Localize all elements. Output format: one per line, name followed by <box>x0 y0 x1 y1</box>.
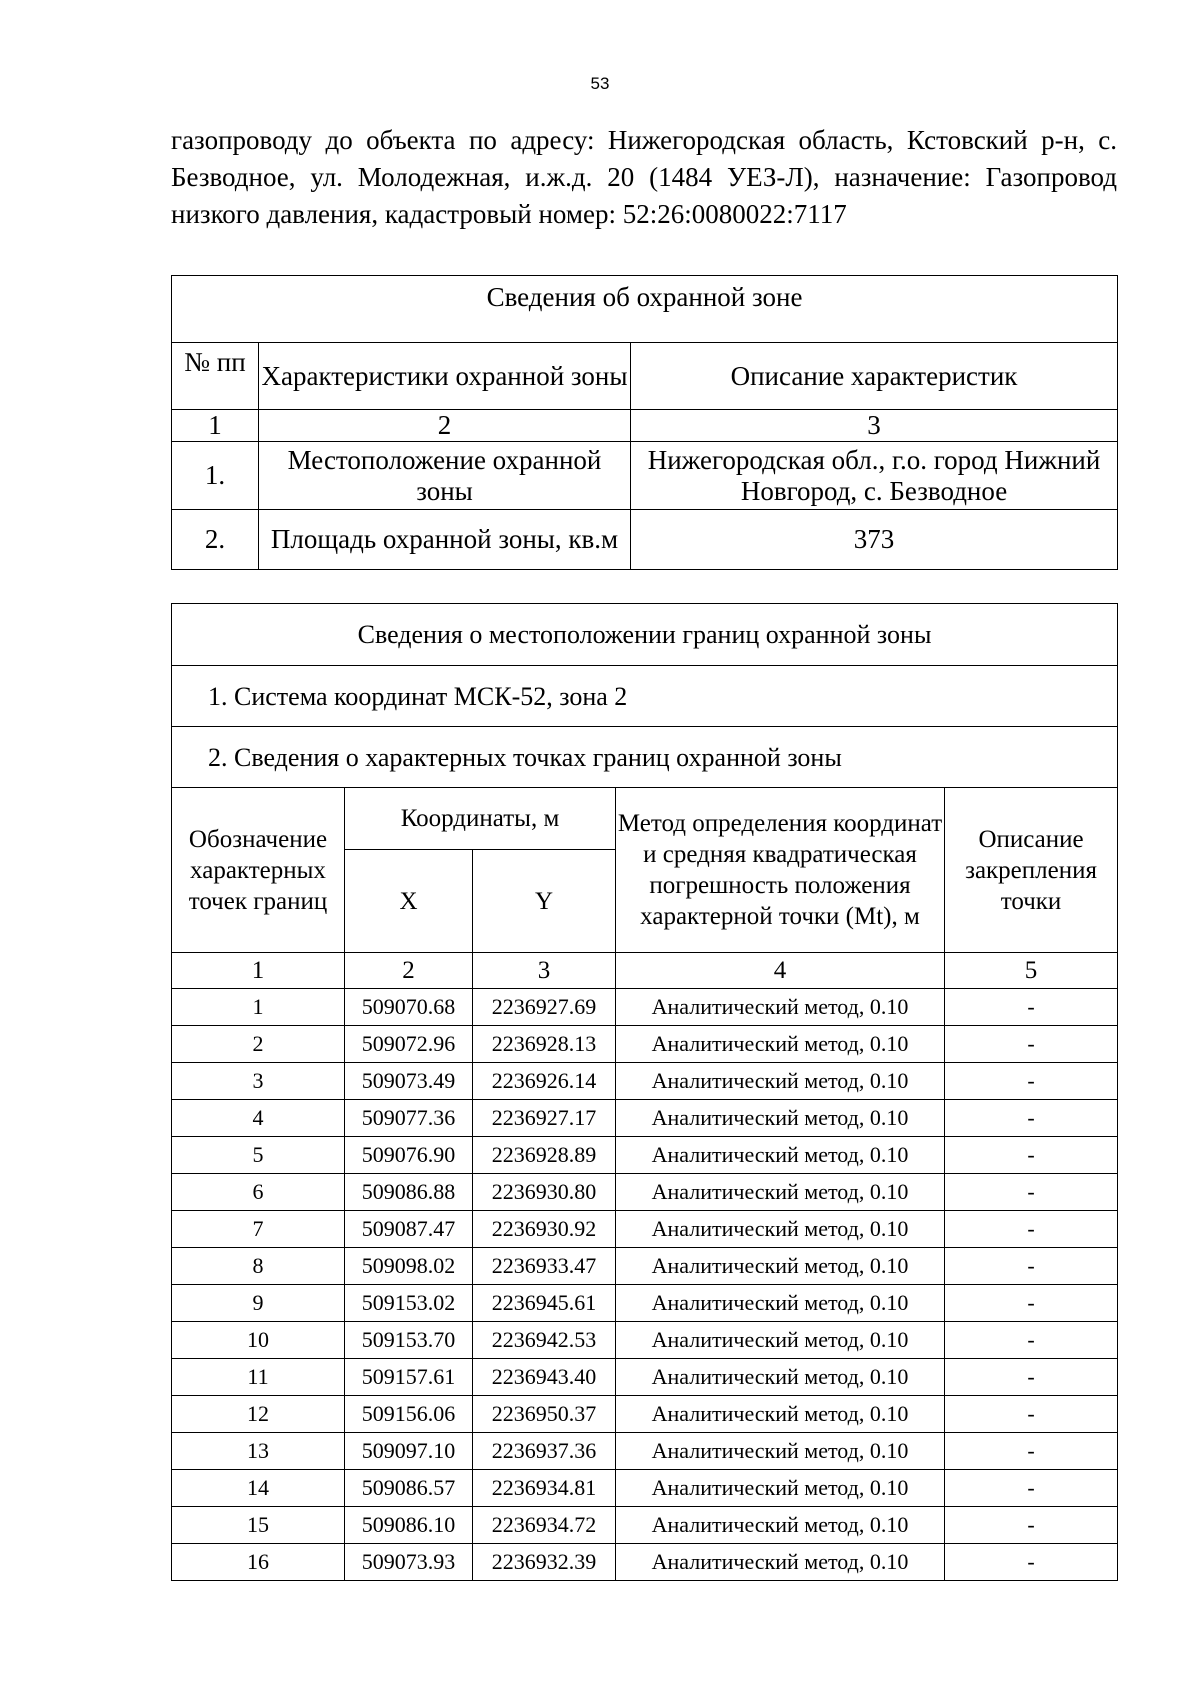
page-number: 53 <box>590 74 610 93</box>
zone-table-title: Сведения об охранной зоне <box>172 276 1118 343</box>
x-coordinate: 509097.10 <box>345 1433 473 1470</box>
row-number: 1. <box>172 442 259 510</box>
method: Аналитический метод, 0.10 <box>616 1433 945 1470</box>
fixing-description: - <box>945 1322 1118 1359</box>
method: Аналитический метод, 0.10 <box>616 1063 945 1100</box>
table-row <box>172 1285 1118 1322</box>
method: Аналитический метод, 0.10 <box>616 1359 945 1396</box>
header-y: Y <box>473 850 616 953</box>
coordinate-rows <box>172 989 1118 1581</box>
fixing-description: - <box>945 1248 1118 1285</box>
fixing-description: - <box>945 1211 1118 1248</box>
point-id: 4 <box>172 1100 345 1137</box>
table-row <box>172 1322 1118 1359</box>
fixing-description: - <box>945 1507 1118 1544</box>
point-id: 1 <box>172 989 345 1026</box>
x-coordinate: 509098.02 <box>345 1248 473 1285</box>
fixing-description: - <box>945 1137 1118 1174</box>
point-id: 12 <box>172 1396 345 1433</box>
intro-line: Безводное, ул. Молодежная, и.ж.д. 20 (1484 УЕЗ-Л), назначение: Газопровод <box>171 162 1117 192</box>
y-coordinate: 2236932.39 <box>473 1544 616 1581</box>
row-number: 2. <box>172 510 259 570</box>
y-coordinate: 2236933.47 <box>473 1248 616 1285</box>
method: Аналитический метод, 0.10 <box>616 1470 945 1507</box>
table-row <box>172 1544 1118 1581</box>
y-coordinate: 2236927.69 <box>473 989 616 1026</box>
point-id: 6 <box>172 1174 345 1211</box>
points-section-title: 2. Сведения о характерных точках границ охранной зоны <box>172 727 1118 788</box>
method: Аналитический метод, 0.10 <box>616 1396 945 1433</box>
row-characteristic: Местоположение охранной зоны <box>259 442 631 510</box>
method: Аналитический метод, 0.10 <box>616 1137 945 1174</box>
method: Аналитический метод, 0.10 <box>616 1026 945 1063</box>
fixing-description: - <box>945 1359 1118 1396</box>
table-row <box>172 1174 1118 1211</box>
y-coordinate: 2236937.36 <box>473 1433 616 1470</box>
index-cell: 1 <box>172 953 345 989</box>
y-coordinate: 2236934.81 <box>473 1470 616 1507</box>
method: Аналитический метод, 0.10 <box>616 1285 945 1322</box>
table-row <box>172 1063 1118 1100</box>
header-coordinates: Координаты, м <box>345 788 616 850</box>
coordinate-system: 1. Система координат МСК-52, зона 2 <box>172 666 1118 727</box>
fixing-description: - <box>945 1470 1118 1507</box>
table-row <box>172 1470 1118 1507</box>
x-coordinate: 509073.49 <box>345 1063 473 1100</box>
fixing-description: - <box>945 1026 1118 1063</box>
y-coordinate: 2236930.80 <box>473 1174 616 1211</box>
table-row <box>172 1396 1118 1433</box>
header-point: Обозначение характерных точек границ <box>172 788 345 953</box>
intro-line: низкого давления, кадастровый номер: 52:26:0080022:7117 <box>171 199 847 229</box>
fixing-description: - <box>945 1100 1118 1137</box>
fixing-description: - <box>945 1396 1118 1433</box>
y-coordinate: 2236930.92 <box>473 1211 616 1248</box>
method: Аналитический метод, 0.10 <box>616 1544 945 1581</box>
fixing-description: - <box>945 989 1118 1026</box>
point-id: 15 <box>172 1507 345 1544</box>
point-id: 8 <box>172 1248 345 1285</box>
point-id: 9 <box>172 1285 345 1322</box>
point-id: 3 <box>172 1063 345 1100</box>
method: Аналитический метод, 0.10 <box>616 1322 945 1359</box>
x-coordinate: 509073.93 <box>345 1544 473 1581</box>
header-x: X <box>345 850 473 953</box>
index-cell: 2 <box>345 953 473 989</box>
point-id: 2 <box>172 1026 345 1063</box>
point-id: 5 <box>172 1137 345 1174</box>
x-coordinate: 509086.10 <box>345 1507 473 1544</box>
y-coordinate: 2236943.40 <box>473 1359 616 1396</box>
header-method: Метод определения координат и средняя квадратическая погрешность положения характерной точки (Mt), м <box>616 788 945 953</box>
x-coordinate: 509070.68 <box>345 989 473 1026</box>
index-cell: 4 <box>616 953 945 989</box>
fixing-description: - <box>945 1174 1118 1211</box>
point-id: 16 <box>172 1544 345 1581</box>
method: Аналитический метод, 0.10 <box>616 1174 945 1211</box>
fixing-description: - <box>945 1433 1118 1470</box>
header-description: Описание характеристик <box>631 343 1118 410</box>
point-id: 13 <box>172 1433 345 1470</box>
table-row <box>172 1359 1118 1396</box>
fixing-description: - <box>945 1063 1118 1100</box>
x-coordinate: 509156.06 <box>345 1396 473 1433</box>
coord-table-title: Сведения о местоположении границ охранной зоны <box>172 604 1118 666</box>
point-id: 11 <box>172 1359 345 1396</box>
x-coordinate: 509153.70 <box>345 1322 473 1359</box>
table-row <box>172 1507 1118 1544</box>
x-coordinate: 509072.96 <box>345 1026 473 1063</box>
table-row <box>172 1100 1118 1137</box>
y-coordinate: 2236926.14 <box>473 1063 616 1100</box>
table-row <box>172 989 1118 1026</box>
x-coordinate: 509157.61 <box>345 1359 473 1396</box>
y-coordinate: 2236945.61 <box>473 1285 616 1322</box>
protection-zone-table <box>171 275 1118 570</box>
x-coordinate: 509086.57 <box>345 1470 473 1507</box>
method: Аналитический метод, 0.10 <box>616 1100 945 1137</box>
x-coordinate: 509077.36 <box>345 1100 473 1137</box>
fixing-description: - <box>945 1544 1118 1581</box>
y-coordinate: 2236928.89 <box>473 1137 616 1174</box>
index-cell: 3 <box>631 410 1118 442</box>
method: Аналитический метод, 0.10 <box>616 1248 945 1285</box>
table-row <box>172 1026 1118 1063</box>
table-row <box>172 1137 1118 1174</box>
method: Аналитический метод, 0.10 <box>616 1211 945 1248</box>
method: Аналитический метод, 0.10 <box>616 989 945 1026</box>
index-cell: 1 <box>172 410 259 442</box>
index-cell: 5 <box>945 953 1118 989</box>
fixing-description: - <box>945 1285 1118 1322</box>
header-characteristics: Характеристики охранной зоны <box>259 343 631 410</box>
point-id: 10 <box>172 1322 345 1359</box>
y-coordinate: 2236928.13 <box>473 1026 616 1063</box>
row-characteristic: Площадь охранной зоны, кв.м <box>259 510 631 570</box>
y-coordinate: 2236950.37 <box>473 1396 616 1433</box>
x-coordinate: 509086.88 <box>345 1174 473 1211</box>
table-row <box>172 1248 1118 1285</box>
x-coordinate: 509087.47 <box>345 1211 473 1248</box>
intro-paragraph <box>171 122 1117 233</box>
x-coordinate: 509076.90 <box>345 1137 473 1174</box>
row-description: 373 <box>631 510 1118 570</box>
row-description: Нижегородская обл., г.о. город Нижний Новгород, с. Безводное <box>631 442 1118 510</box>
x-coordinate: 509153.02 <box>345 1285 473 1322</box>
table-row <box>172 1211 1118 1248</box>
header-number: № пп <box>172 343 259 410</box>
intro-line: газопроводу до объекта по адресу: Нижегородская область, Кстовский р-н, с. <box>171 125 1117 155</box>
table-row <box>172 1433 1118 1470</box>
method: Аналитический метод, 0.10 <box>616 1507 945 1544</box>
point-id: 14 <box>172 1470 345 1507</box>
boundary-coordinates-table <box>171 603 1118 1581</box>
y-coordinate: 2236942.53 <box>473 1322 616 1359</box>
index-cell: 3 <box>473 953 616 989</box>
y-coordinate: 2236927.17 <box>473 1100 616 1137</box>
index-cell: 2 <box>259 410 631 442</box>
y-coordinate: 2236934.72 <box>473 1507 616 1544</box>
point-id: 7 <box>172 1211 345 1248</box>
header-fixing: Описание закрепления точки <box>945 788 1118 953</box>
